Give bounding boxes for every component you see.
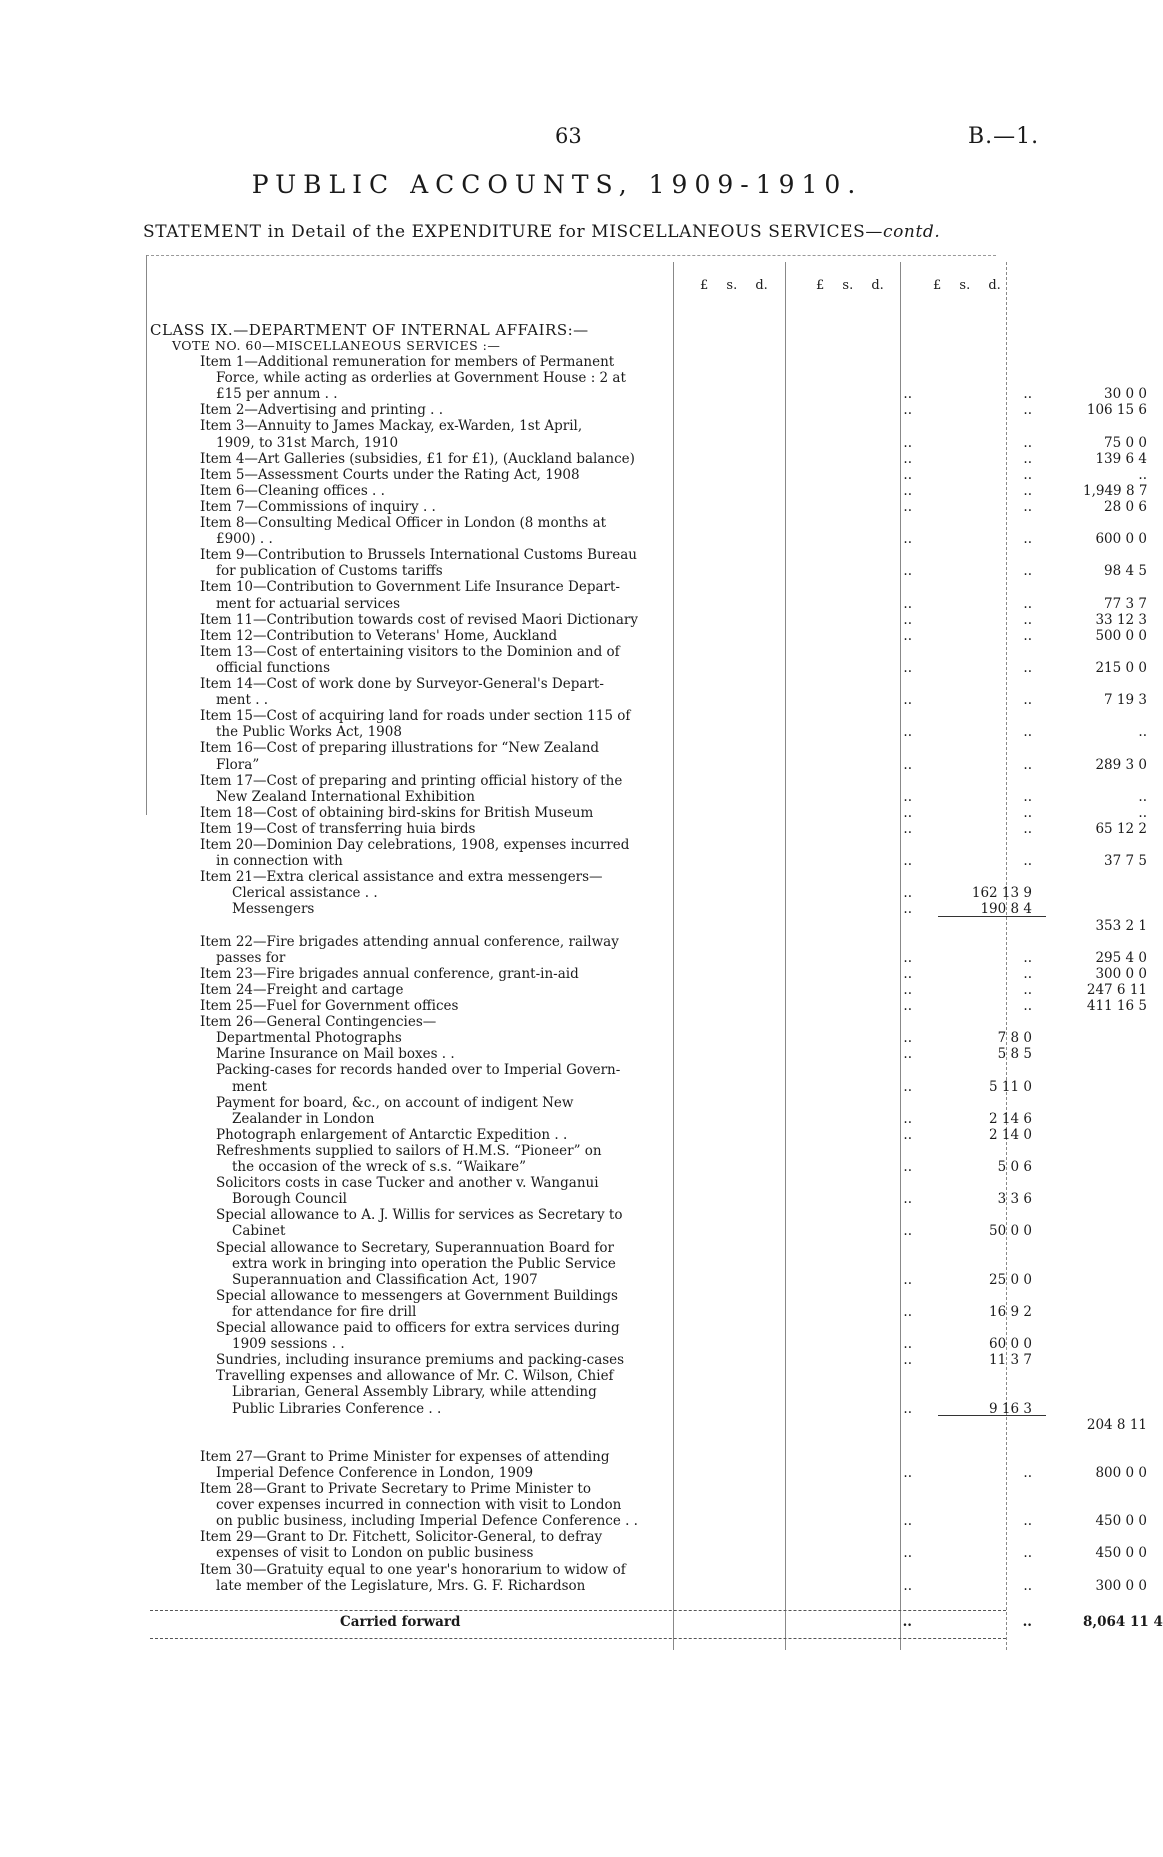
item-description: Photograph enlargement of Antarctic Expedition . . xyxy=(216,1126,568,1143)
table-row xyxy=(150,949,1147,966)
item-description: the Public Works Act, 1908 xyxy=(216,724,402,741)
amount-c2: .. xyxy=(1023,482,1032,499)
amount-c1: .. xyxy=(903,627,912,644)
amount-c1: .. xyxy=(903,611,912,628)
table-row xyxy=(150,676,1100,692)
item-description: Special allowance to A. J. Willis for services as Secretary to xyxy=(216,1207,623,1224)
table-row xyxy=(150,1352,1100,1368)
amount-c1: .. xyxy=(903,724,912,741)
amount-c2: .. xyxy=(1023,724,1032,741)
amount-c2: .. xyxy=(1023,998,1032,1014)
amount-c2: .. xyxy=(1023,595,1032,612)
table-row xyxy=(150,1256,1100,1272)
amount-c1: .. xyxy=(903,998,912,1014)
amount-c1: .. xyxy=(903,965,912,982)
table-row xyxy=(150,1577,1147,1594)
item-description: cover expenses incurred in connection with visit to London xyxy=(216,1497,622,1514)
table-row xyxy=(150,1062,1100,1078)
amount-c2: .. xyxy=(1023,466,1032,483)
amount-c2: .. xyxy=(1023,965,1032,982)
amount-c2: 50 0 0 xyxy=(989,1223,1032,1240)
amount-c1: .. xyxy=(903,1303,912,1320)
statement-heading xyxy=(143,222,940,242)
table-row xyxy=(150,1175,1100,1191)
item-description: Item 4—Art Galleries (subsidies, £1 for £1), (Auckland balance) xyxy=(200,450,635,467)
item-description: Item 26—General Contingencies— xyxy=(200,1014,437,1031)
table-row xyxy=(150,1111,1100,1127)
amount-c2: 5 0 6 xyxy=(997,1159,1032,1175)
amount-c1: .. xyxy=(903,1191,912,1208)
table-row xyxy=(150,1449,1100,1465)
amount-c1: .. xyxy=(903,1110,912,1127)
amount-c1: .. xyxy=(903,466,912,483)
item-description: £900) . . xyxy=(216,531,273,548)
amount-c1: .. xyxy=(903,482,912,499)
table-row xyxy=(150,434,1147,451)
item-description: Item 30—Gratuity equal to one year's honorarium to widow of xyxy=(200,1561,626,1578)
amount-c2: .. xyxy=(1023,402,1032,419)
table-row xyxy=(150,1079,1100,1095)
amount-c2: .. xyxy=(1023,981,1032,998)
vote-heading-row xyxy=(150,338,1100,354)
amount-c1: .. xyxy=(903,531,912,548)
amount-c3: .. xyxy=(1138,466,1147,483)
table-row xyxy=(150,1095,1100,1111)
table-row xyxy=(150,579,1100,595)
table-row xyxy=(150,1562,1100,1578)
amount-c1: .. xyxy=(903,1223,912,1240)
item-description: late member of the Legislature, Mrs. G. F. Richardson xyxy=(216,1577,586,1594)
item-description: official functions xyxy=(216,659,331,676)
amount-c3: 1,949 8 7 xyxy=(1083,482,1148,499)
carried-forward-total: 8,064 11 4 xyxy=(1083,1614,1163,1630)
item-description: Item 17—Cost of preparing and printing official history of the xyxy=(200,772,623,789)
amount-c1: .. xyxy=(903,1078,912,1095)
item-description: Marine Insurance on Mail boxes . . xyxy=(216,1046,455,1063)
amount-c3: 98 4 5 xyxy=(1104,563,1147,580)
amount-c2: .. xyxy=(1023,450,1032,467)
item-description: Item 28—Grant to Private Secretary to Prime Minister to xyxy=(200,1481,591,1497)
amount-c2: 16 9 2 xyxy=(989,1303,1032,1320)
amount-c1: .. xyxy=(903,788,912,805)
item-description: Borough Council xyxy=(232,1191,347,1208)
table-row xyxy=(150,1481,1100,1497)
amount-c2: .. xyxy=(1023,627,1032,644)
table-row xyxy=(150,482,1148,499)
table-left-border xyxy=(146,255,147,815)
item-description: Item 23—Fire brigades annual conference, grant-in-aid xyxy=(200,965,579,982)
item-description: Payment for board, &c., on account of indigent New xyxy=(216,1094,574,1111)
amount-c2: .. xyxy=(1023,853,1032,870)
item-description: Librarian, General Assembly Library, while attending xyxy=(232,1384,597,1401)
table-row xyxy=(150,1223,1100,1239)
amount-c1: .. xyxy=(903,659,912,676)
amount-c1: .. xyxy=(903,434,912,451)
item-description: Solicitors costs in case Tucker and another v. Wanganui xyxy=(216,1175,599,1192)
item-description: £15 per annum . . xyxy=(216,386,338,403)
item-description: Item 20—Dominion Day celebrations, 1908, expenses incurred xyxy=(200,837,630,853)
item-description: Public Libraries Conference . . xyxy=(232,1400,442,1417)
amount-c3: 450 0 0 xyxy=(1095,1513,1147,1530)
item-description: New Zealand International Exhibition xyxy=(216,788,475,805)
amount-c2: 5 8 5 xyxy=(997,1046,1032,1063)
table-row xyxy=(150,611,1147,628)
amount-c1: .. xyxy=(903,1545,912,1562)
amount-c3: 353 2 1 xyxy=(1095,917,1147,934)
amount-c3: 295 4 0 xyxy=(1095,949,1147,966)
amount-c2: .. xyxy=(1023,692,1032,709)
amount-c2: .. xyxy=(1023,1545,1032,1562)
item-description: Item 14—Cost of work done by Surveyor-General's Depart- xyxy=(200,676,604,692)
item-description: Zealander in London xyxy=(232,1110,375,1127)
amount-c2: .. xyxy=(1023,611,1032,628)
item-description: Item 1—Additional remuneration for members of Permanent xyxy=(200,354,615,370)
item-description: Departmental Photographs xyxy=(216,1030,402,1047)
table-row xyxy=(150,370,1100,386)
amount-c2: .. xyxy=(1023,659,1032,676)
amount-c2: .. xyxy=(1023,498,1032,515)
item-description: Item 13—Cost of entertaining visitors to the Dominion and of xyxy=(200,643,620,660)
table-row xyxy=(150,869,1100,885)
table-row xyxy=(150,885,1100,901)
table-row xyxy=(150,708,1100,724)
item-description: ment xyxy=(232,1078,267,1095)
table-row xyxy=(150,934,1100,950)
item-description: Superannuation and Classification Act, 1907 xyxy=(232,1271,538,1288)
item-description: Special allowance to messengers at Government Buildings xyxy=(216,1287,618,1304)
table-row xyxy=(150,498,1147,515)
table-row xyxy=(150,788,1147,805)
table-row xyxy=(150,837,1100,853)
item-description: Item 15—Cost of acquiring land for roads under section 115 of xyxy=(200,708,631,725)
table-row xyxy=(150,820,1147,837)
item-description: for publication of Customs tariffs xyxy=(216,563,443,580)
item-description: Item 27—Grant to Prime Minister for expenses of attending xyxy=(200,1448,610,1465)
item-description: ment for actuarial services xyxy=(216,595,401,612)
item-description: Force, while acting as orderlies at Government House : 2 at xyxy=(216,370,626,387)
item-description: Item 2—Advertising and printing . . xyxy=(200,402,444,419)
table-row xyxy=(150,418,1100,434)
amount-c3: 450 0 0 xyxy=(1095,1545,1147,1562)
table-row xyxy=(150,515,1100,531)
amount-c3: 33 12 3 xyxy=(1095,611,1147,628)
table-row xyxy=(150,1497,1100,1513)
item-description: Item 8—Consulting Medical Officer in London (8 months at xyxy=(200,515,607,531)
amount-c1: .. xyxy=(903,820,912,837)
amount-c1: .. xyxy=(903,981,912,998)
amount-c1: .. xyxy=(903,498,912,515)
amount-c2: .. xyxy=(1023,434,1032,451)
item-description: for attendance for fire drill xyxy=(232,1303,417,1320)
amount-c1: .. xyxy=(903,804,912,821)
item-description: Refreshments supplied to sailors of H.M.S. “Pioneer” on xyxy=(216,1142,602,1159)
item-description: 1909, to 31st March, 1910 xyxy=(216,434,399,451)
item-description: Item 10—Contribution to Government Life Insurance Depart- xyxy=(200,579,620,596)
table-row xyxy=(150,965,1147,982)
amount-c1: .. xyxy=(903,1126,912,1143)
table-row xyxy=(150,1030,1100,1046)
item-description: Item 18—Cost of obtaining bird-skins for British Museum xyxy=(200,804,594,821)
amount-c2: 11 3 7 xyxy=(989,1352,1032,1369)
table-row xyxy=(150,1529,1100,1545)
table-row xyxy=(150,1336,1100,1352)
item-description: ment . . xyxy=(216,692,269,709)
column-header-3: £ s. d. xyxy=(933,278,1001,293)
amount-c1: .. xyxy=(903,885,912,902)
amount-c3: 300 0 0 xyxy=(1095,965,1147,982)
amount-c3: 139 6 4 xyxy=(1095,450,1147,467)
carried-forward-col2: .. xyxy=(1022,1614,1032,1630)
table-row xyxy=(150,402,1147,419)
amount-c3: 300 0 0 xyxy=(1095,1577,1147,1594)
table-row xyxy=(150,1207,1100,1223)
amount-c2: 2 14 0 xyxy=(989,1126,1032,1143)
table-row xyxy=(150,1159,1100,1175)
item-description: extra work in bringing into operation the Public Service xyxy=(232,1255,616,1272)
amount-c1: .. xyxy=(903,1577,912,1594)
amount-c2: 2 14 6 xyxy=(989,1110,1032,1127)
table-row xyxy=(150,627,1147,644)
amount-c1: .. xyxy=(903,1046,912,1063)
table-bottom-rule xyxy=(150,1638,1006,1639)
table-row xyxy=(150,531,1147,548)
amount-c3: 247 6 11 xyxy=(1086,981,1147,998)
amount-c3: 289 3 0 xyxy=(1095,756,1147,773)
item-description: Special allowance paid to officers for extra services during xyxy=(216,1320,620,1336)
table-row xyxy=(150,1272,1100,1288)
amount-c2: 25 0 0 xyxy=(989,1271,1032,1288)
amount-c2: .. xyxy=(1023,531,1032,548)
item-description: Item 6—Cleaning offices . . xyxy=(200,482,385,499)
subtotal-rule xyxy=(938,916,1046,917)
carried-forward-rule xyxy=(150,1610,1006,1611)
table-row xyxy=(150,773,1100,789)
amount-c3: .. xyxy=(1138,724,1147,741)
amount-c3: 215 0 0 xyxy=(1095,659,1147,676)
amount-c2: .. xyxy=(1023,563,1032,580)
item-description: Special allowance to Secretary, Superannuation Board for xyxy=(216,1239,614,1256)
table-row xyxy=(150,1127,1100,1143)
amount-c1: .. xyxy=(903,692,912,709)
item-description: Item 24—Freight and cartage xyxy=(200,981,404,998)
class-heading: CLASS IX.—DEPARTMENT OF INTERNAL AFFAIRS:— xyxy=(150,321,589,339)
table-row xyxy=(150,1014,1100,1030)
column-header-1: £ s. d. xyxy=(700,278,768,293)
amount-c3: 77 3 7 xyxy=(1104,595,1147,612)
table-row xyxy=(150,1046,1100,1062)
table-row xyxy=(150,1416,1147,1433)
item-description: the occasion of the wreck of s.s. “Waikare” xyxy=(232,1159,526,1175)
table-row xyxy=(150,804,1147,821)
item-description: Item 21—Extra clerical assistance and extra messengers— xyxy=(200,869,603,886)
amount-c2: .. xyxy=(1023,756,1032,773)
amount-c2: .. xyxy=(1023,820,1032,837)
item-description: Item 3—Annuity to James Mackay, ex-Warden, 1st April, xyxy=(200,418,583,435)
table-row xyxy=(150,1464,1147,1481)
amount-c3: 600 0 0 xyxy=(1095,531,1147,548)
amount-c1: .. xyxy=(903,1271,912,1288)
item-description: Item 12—Contribution to Veterans' Home, Auckland xyxy=(200,627,558,644)
amount-c2: 190 8 4 xyxy=(980,901,1032,918)
item-description: Item 16—Cost of preparing illustrations for “New Zealand xyxy=(200,740,600,757)
item-description: 1909 sessions . . xyxy=(232,1336,345,1353)
item-description: Item 29—Grant to Dr. Fitchett, Solicitor-General, to defray xyxy=(200,1529,603,1546)
amount-c1: .. xyxy=(903,1464,912,1481)
amount-c3: 65 12 2 xyxy=(1095,820,1147,837)
amount-c2: .. xyxy=(1023,949,1032,966)
amount-c3: 500 0 0 xyxy=(1095,627,1147,644)
amount-c2: .. xyxy=(1023,386,1032,403)
item-description: Item 22—Fire brigades attending annual conference, railway xyxy=(200,933,619,950)
table-row xyxy=(150,466,1147,483)
amount-c1: .. xyxy=(903,901,912,918)
item-description: Packing-cases for records handed over to Imperial Govern- xyxy=(216,1062,621,1079)
item-description: Item 9—Contribution to Brussels International Customs Bureau xyxy=(200,547,637,564)
item-description: Messengers xyxy=(232,901,315,918)
amount-c3: 411 16 5 xyxy=(1086,998,1147,1014)
table-row xyxy=(150,740,1100,756)
vote-heading: VOTE NO. 60—MISCELLANEOUS SERVICES :— xyxy=(172,338,501,353)
table-row xyxy=(150,1320,1100,1336)
amount-c3: 28 0 6 xyxy=(1104,498,1147,515)
amount-c3: 204 8 11 xyxy=(1086,1416,1147,1433)
amount-c3: 75 0 0 xyxy=(1104,434,1147,451)
table-row xyxy=(150,450,1147,467)
item-description: expenses of visit to London on public business xyxy=(216,1545,534,1562)
amount-c2: .. xyxy=(1023,1577,1032,1594)
table-row xyxy=(150,659,1147,676)
amount-c2: 5 11 0 xyxy=(989,1078,1032,1095)
item-description: Item 19—Cost of transferring huia birds xyxy=(200,820,476,837)
item-description: passes for xyxy=(216,949,286,966)
item-description: Cabinet xyxy=(232,1223,286,1240)
table-row xyxy=(150,1143,1100,1159)
table-top-rule xyxy=(146,255,996,256)
amount-c3: 37 7 5 xyxy=(1104,853,1147,870)
table-row xyxy=(150,724,1147,741)
carried-forward-col1: .. xyxy=(902,1614,912,1630)
amount-c2: .. xyxy=(1023,788,1032,805)
amount-c2: 162 13 9 xyxy=(971,885,1032,902)
amount-c3: 7 19 3 xyxy=(1104,692,1147,709)
item-description: Clerical assistance . . xyxy=(232,885,378,902)
table-row xyxy=(150,853,1147,870)
table-row xyxy=(150,1433,1100,1449)
item-description: in connection with xyxy=(216,853,343,870)
amount-c1: .. xyxy=(903,563,912,580)
amount-c2: 9 16 3 xyxy=(989,1400,1032,1417)
item-description: Item 11—Contribution towards cost of revised Maori Dictionary xyxy=(200,611,638,628)
carried-forward-label: Carried forward xyxy=(340,1614,461,1630)
table-row xyxy=(150,1545,1147,1562)
item-description: Flora” xyxy=(216,756,260,773)
table-row xyxy=(150,547,1100,563)
amount-c1: .. xyxy=(903,1030,912,1047)
table-row xyxy=(150,386,1147,403)
amount-c2: 7 8 0 xyxy=(997,1030,1032,1047)
table-row xyxy=(150,917,1147,934)
table-row xyxy=(150,354,1100,370)
table-row xyxy=(150,1384,1100,1400)
carried-forward-row xyxy=(150,1614,1163,1630)
amount-c3: 30 0 0 xyxy=(1104,386,1147,403)
table-row xyxy=(150,981,1147,998)
table-row xyxy=(150,692,1147,709)
amount-c1: .. xyxy=(903,1159,912,1175)
amount-c2: .. xyxy=(1023,1464,1032,1481)
amount-c1: .. xyxy=(903,386,912,403)
item-description: Item 5—Assessment Courts under the Rating Act, 1908 xyxy=(200,466,580,483)
amount-c3: .. xyxy=(1138,788,1147,805)
column-header-2: £ s. d. xyxy=(816,278,884,293)
amount-c1: .. xyxy=(903,949,912,966)
class-heading-row xyxy=(150,322,1100,338)
amount-c1: .. xyxy=(903,1513,912,1530)
statement-heading-contd: contd. xyxy=(882,222,941,242)
amount-c1: .. xyxy=(903,402,912,419)
page-title: PUBLIC ACCOUNTS, 1909-1910. xyxy=(251,170,863,199)
table-row xyxy=(150,1240,1100,1256)
item-description: Imperial Defence Conference in London, 1909 xyxy=(216,1464,534,1481)
subtotal-rule xyxy=(938,1415,1046,1416)
table-row xyxy=(150,1191,1100,1207)
amount-c3: .. xyxy=(1138,804,1147,821)
amount-c1: .. xyxy=(903,853,912,870)
item-description: Item 25—Fuel for Government offices xyxy=(200,998,459,1014)
amount-c3: 106 15 6 xyxy=(1086,402,1147,419)
amount-c2: .. xyxy=(1023,804,1032,821)
item-description: on public business, including Imperial Defence Conference . . xyxy=(216,1513,638,1530)
table-row xyxy=(150,595,1147,612)
page-number: 63 xyxy=(555,124,582,148)
statement-heading-main: STATEMENT in Detail of the EXPENDITURE for MISCELLANEOUS SERVICES— xyxy=(143,222,883,242)
table-row xyxy=(150,1368,1100,1384)
amount-c1: .. xyxy=(903,1336,912,1353)
amount-c1: .. xyxy=(903,1352,912,1369)
table-row xyxy=(150,756,1147,773)
item-description: Travelling expenses and allowance of Mr. C. Wilson, Chief xyxy=(216,1368,614,1385)
item-description: Sundries, including insurance premiums and packing-cases xyxy=(216,1352,625,1369)
amount-c1: .. xyxy=(903,1400,912,1417)
table-row xyxy=(150,1304,1100,1320)
document-code: B.—1. xyxy=(968,124,1040,149)
table-row xyxy=(150,1513,1147,1530)
amount-c1: .. xyxy=(903,450,912,467)
amount-c2: 3 3 6 xyxy=(997,1191,1032,1208)
amount-c2: .. xyxy=(1023,1513,1032,1530)
table-row xyxy=(150,644,1100,660)
item-description: Item 7—Commissions of inquiry . . xyxy=(200,498,436,515)
amount-c1: .. xyxy=(903,756,912,773)
amount-c2: 60 0 0 xyxy=(989,1336,1032,1353)
table-row xyxy=(150,1594,1100,1610)
table-row xyxy=(150,1288,1100,1304)
amount-c1: .. xyxy=(903,595,912,612)
table-row xyxy=(150,563,1147,580)
amount-c3: 800 0 0 xyxy=(1095,1464,1147,1481)
table-row xyxy=(150,998,1147,1014)
